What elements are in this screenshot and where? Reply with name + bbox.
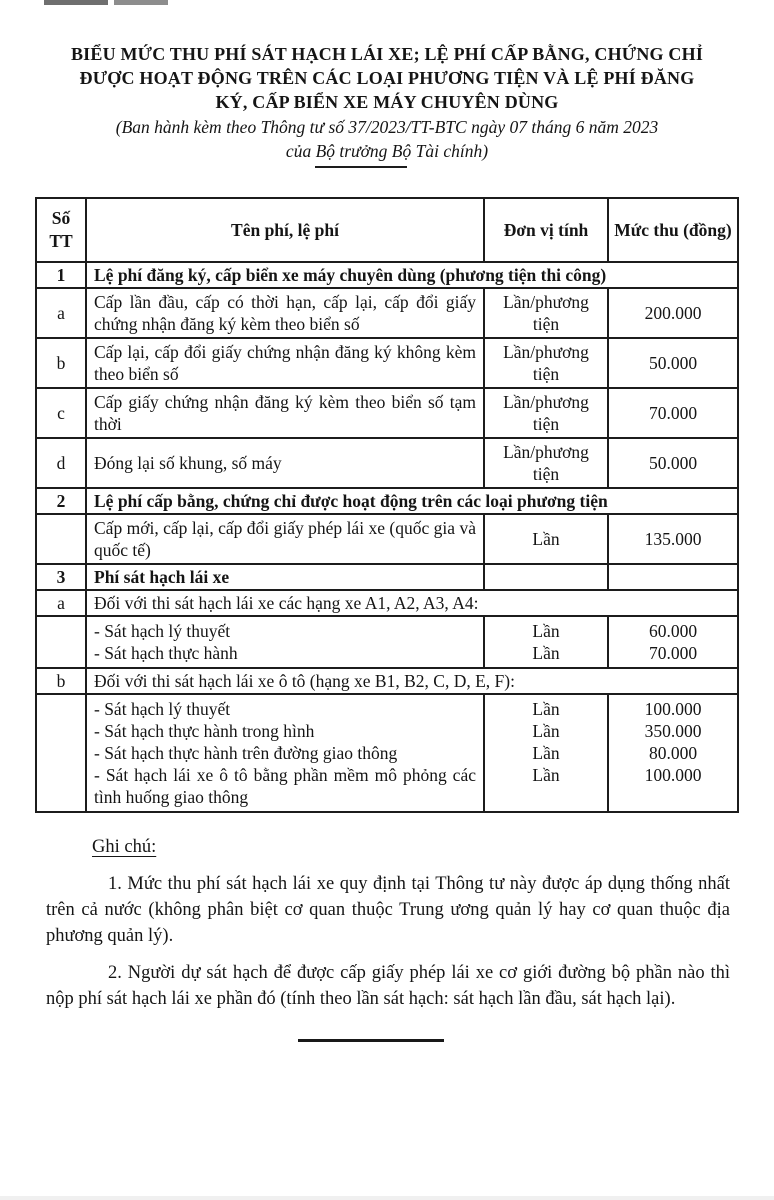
fee-amount: 350.000 [644, 721, 702, 741]
fee-unit: Lần/phương tiện [484, 288, 608, 338]
subtitle-line-2: của Bộ trưởng Bộ Tài chính) [285, 141, 489, 161]
fee-group-oto [36, 694, 738, 812]
fee-unit: Lần [532, 765, 560, 785]
section-row-1 [36, 262, 738, 288]
fee-amount: 60.000 [648, 621, 698, 641]
section-row-2 [36, 488, 738, 514]
fee-amount: 200.000 [608, 288, 738, 338]
scan-artifact-bar-left [44, 0, 108, 5]
end-divider [298, 1039, 444, 1042]
fee-unit: Lần [484, 514, 608, 564]
fee-table [35, 197, 739, 813]
fee-name: - Sát hạch thực hành trong hình [94, 721, 315, 741]
fee-name: - Sát hạch lý thuyết [94, 621, 231, 641]
empty-unit-cell [484, 564, 608, 590]
title-line-1: BIỂU MỨC THU PHÍ SÁT HẠCH LÁI XE; LỆ PHÍ CẤP BẰNG, CHỨNG CHỈ [70, 44, 704, 64]
section-row-3 [36, 564, 738, 590]
fee-name-list [86, 694, 484, 812]
fee-row-1b [36, 338, 738, 388]
row-letter: c [36, 388, 86, 438]
fee-amount-list [608, 694, 738, 812]
fee-amount: 135.000 [608, 514, 738, 564]
empty-letter-cell [36, 694, 86, 812]
fee-name-list [86, 616, 484, 668]
row-letter: a [36, 590, 86, 616]
notes-heading: Ghi chú: [92, 837, 157, 857]
fee-row-gplx [36, 514, 738, 564]
fee-unit: Lần/phương tiện [484, 438, 608, 488]
subsection-row-3b [36, 668, 738, 694]
note-paragraph-2: 2. Người dự sát hạch để được cấp giấy phép lái xe cơ giới đường bộ phần nào thì nộp phí sát hạch lái xe phần đó (tính theo lần sát hạch: sát hạch lần đầu, sát hạch lại). [46, 963, 730, 1009]
fee-amount: 50.000 [608, 438, 738, 488]
section-number: 2 [36, 488, 86, 514]
subtitle-divider [315, 166, 407, 168]
column-header-ten-phi: Tên phí, lệ phí [86, 198, 484, 262]
section-label: Lệ phí cấp bằng, chứng chỉ được hoạt động trên các loại phương tiện [86, 488, 738, 514]
subsection-label: Đối với thi sát hạch lái xe ô tô (hạng xe B1, B2, C, D, E, F): [86, 668, 738, 694]
title-line-2: ĐƯỢC HOẠT ĐỘNG TRÊN CÁC LOẠI PHƯƠNG TIỆN VÀ LỆ PHÍ ĐĂNG [79, 68, 695, 88]
fee-unit: Lần [532, 621, 560, 641]
column-header-muc-thu: Mức thu (đồng) [608, 198, 738, 262]
fee-unit: Lần [532, 643, 560, 663]
fee-amount: 50.000 [608, 338, 738, 388]
column-header-don-vi-tinh: Đơn vị tính [484, 198, 608, 262]
fee-unit-list [484, 694, 608, 812]
fee-name: - Sát hạch thực hành [94, 643, 238, 663]
subtitle-line-1: (Ban hành kèm theo Thông tư số 37/2023/TT-BTC ngày 07 tháng 6 năm 2023 [115, 117, 659, 137]
fee-name: Đóng lại số khung, số máy [86, 438, 484, 488]
row-letter: b [36, 668, 86, 694]
fee-unit: Lần/phương tiện [484, 338, 608, 388]
fee-unit-list [484, 616, 608, 668]
row-letter: b [36, 338, 86, 388]
subsection-label: Đối với thi sát hạch lái xe các hạng xe A1, A2, A3, A4: [86, 590, 738, 616]
fee-name: Cấp lại, cấp đổi giấy chứng nhận đăng ký không kèm theo biển số [86, 338, 484, 388]
fee-amount: 100.000 [644, 765, 702, 785]
section-label: Phí sát hạch lái xe [86, 564, 484, 590]
fee-row-1c [36, 388, 738, 438]
fee-unit: Lần [532, 699, 560, 719]
fee-name: Cấp mới, cấp lại, cấp đổi giấy phép lái xe (quốc gia và quốc tế) [86, 514, 484, 564]
fee-name: - Sát hạch lý thuyết [94, 699, 231, 719]
section-number: 1 [36, 262, 86, 288]
row-letter: a [36, 288, 86, 338]
fee-amount: 70.000 [648, 643, 698, 663]
title-line-3: KÝ, CẤP BIỂN XE MÁY CHUYÊN DÙNG [215, 92, 559, 112]
section-number: 3 [36, 564, 86, 590]
fee-unit: Lần/phương tiện [484, 388, 608, 438]
fee-row-1a [36, 288, 738, 338]
empty-fee-cell [608, 564, 738, 590]
fee-name: Cấp lần đầu, cấp có thời hạn, cấp lại, cấp đổi giấy chứng nhận đăng ký kèm theo biển số [86, 288, 484, 338]
document-subtitle [0, 115, 774, 163]
fee-amount-list [608, 616, 738, 668]
scan-artifact-bar-right [114, 0, 168, 5]
fee-unit: Lần [532, 721, 560, 741]
fee-name: - Sát hạch lái xe ô tô bằng phần mềm mô phỏng các tình huống giao thông [94, 765, 476, 807]
fee-amount: 80.000 [648, 743, 698, 763]
fee-group-a1-a4 [36, 616, 738, 668]
fee-name: Cấp giấy chứng nhận đăng ký kèm theo biển số tạm thời [86, 388, 484, 438]
scan-bottom-edge [0, 1196, 774, 1200]
empty-letter-cell [36, 616, 86, 668]
subsection-row-3a [36, 590, 738, 616]
fee-row-1d [36, 438, 738, 488]
document-title [0, 42, 774, 114]
column-header-so-tt: Số TT [36, 198, 86, 262]
row-letter: d [36, 438, 86, 488]
fee-unit: Lần [532, 743, 560, 763]
section-label: Lệ phí đăng ký, cấp biển xe máy chuyên dùng (phương tiện thi công) [86, 262, 738, 288]
table-header-row [36, 198, 738, 262]
fee-amount: 70.000 [608, 388, 738, 438]
fee-amount: 100.000 [644, 699, 702, 719]
notes-section [46, 835, 730, 1012]
note-paragraph-1: 1. Mức thu phí sát hạch lái xe quy định tại Thông tư này được áp dụng thống nhất trên cả nước (không phân biệt cơ quan thuộc Trung ương quản lý hay cơ quan thuộc địa phương quản lý). [46, 874, 730, 946]
fee-name: - Sát hạch thực hành trên đường giao thông [94, 743, 398, 763]
row-letter [36, 514, 86, 564]
